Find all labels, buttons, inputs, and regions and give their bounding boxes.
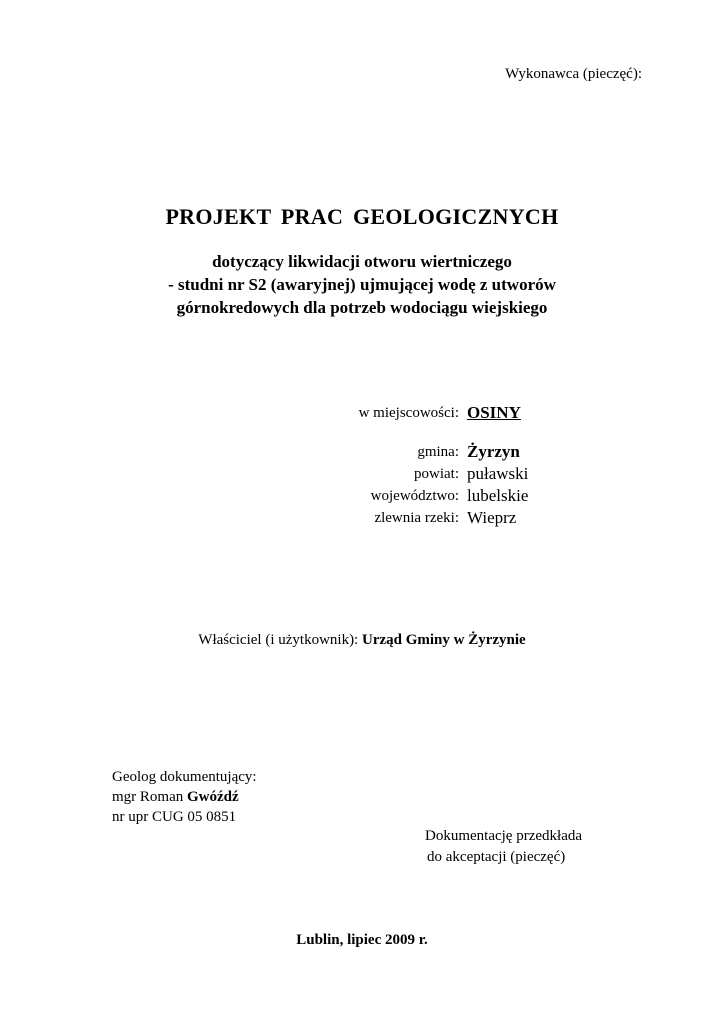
owner-line (0, 632, 724, 649)
geologist-heading: Geolog dokumentujący: (112, 769, 257, 785)
county-value: puławski (467, 464, 529, 483)
document-title: PROJEKT PRAC GEOLOGICZNYCH (165, 204, 559, 229)
location-commune-row (0, 444, 724, 466)
documentation-line-2: do akceptacji (pieczęć) (427, 849, 566, 865)
town-label: w miejscowości: (358, 405, 459, 421)
location-voivodeship-row (0, 488, 724, 510)
town-value: OSINY (467, 403, 521, 422)
basin-label: zlewnia rzeki: (374, 510, 459, 526)
voivodeship-label: województwo: (370, 488, 459, 504)
basin-value: Wieprz (467, 508, 517, 527)
geologist-surname: Gwóźdź (187, 789, 239, 805)
place-date: Lublin, lipiec 2009 r. (296, 932, 428, 948)
commune-label: gmina: (417, 444, 459, 460)
documentation-line-1: Dokumentację przedkłada (425, 828, 583, 844)
document-subtitle (0, 250, 724, 319)
owner-value: Urząd Gminy w Żyrzynie (361, 632, 526, 648)
county-label: powiat: (414, 466, 459, 482)
location-town-row (0, 405, 724, 427)
voivodeship-value: lubelskie (467, 486, 529, 505)
geologist-license: nr upr CUG 05 0851 (112, 809, 237, 825)
subtitle-line: górnokredowych dla potrzeb wodociągu wiejskiego (176, 298, 548, 317)
geologist-name (112, 787, 257, 807)
location-county-row (0, 466, 724, 488)
subtitle-line: - studni nr S2 (awaryjnej) ujmującej wodę z utworów (168, 275, 556, 294)
contractor-stamp-label: Wykonawca (pieczęć): (505, 66, 642, 82)
location-basin-row (0, 510, 724, 532)
commune-value: Żyrzyn (467, 442, 520, 461)
geologist-block (112, 767, 257, 827)
geologist-name-prefix: mgr Roman (112, 789, 184, 805)
subtitle-line: dotyczący likwidacji otworu wiertniczego (212, 252, 512, 271)
owner-label: Właściciel (i użytkownik): (198, 632, 359, 648)
documentation-acceptance-block (425, 826, 582, 868)
